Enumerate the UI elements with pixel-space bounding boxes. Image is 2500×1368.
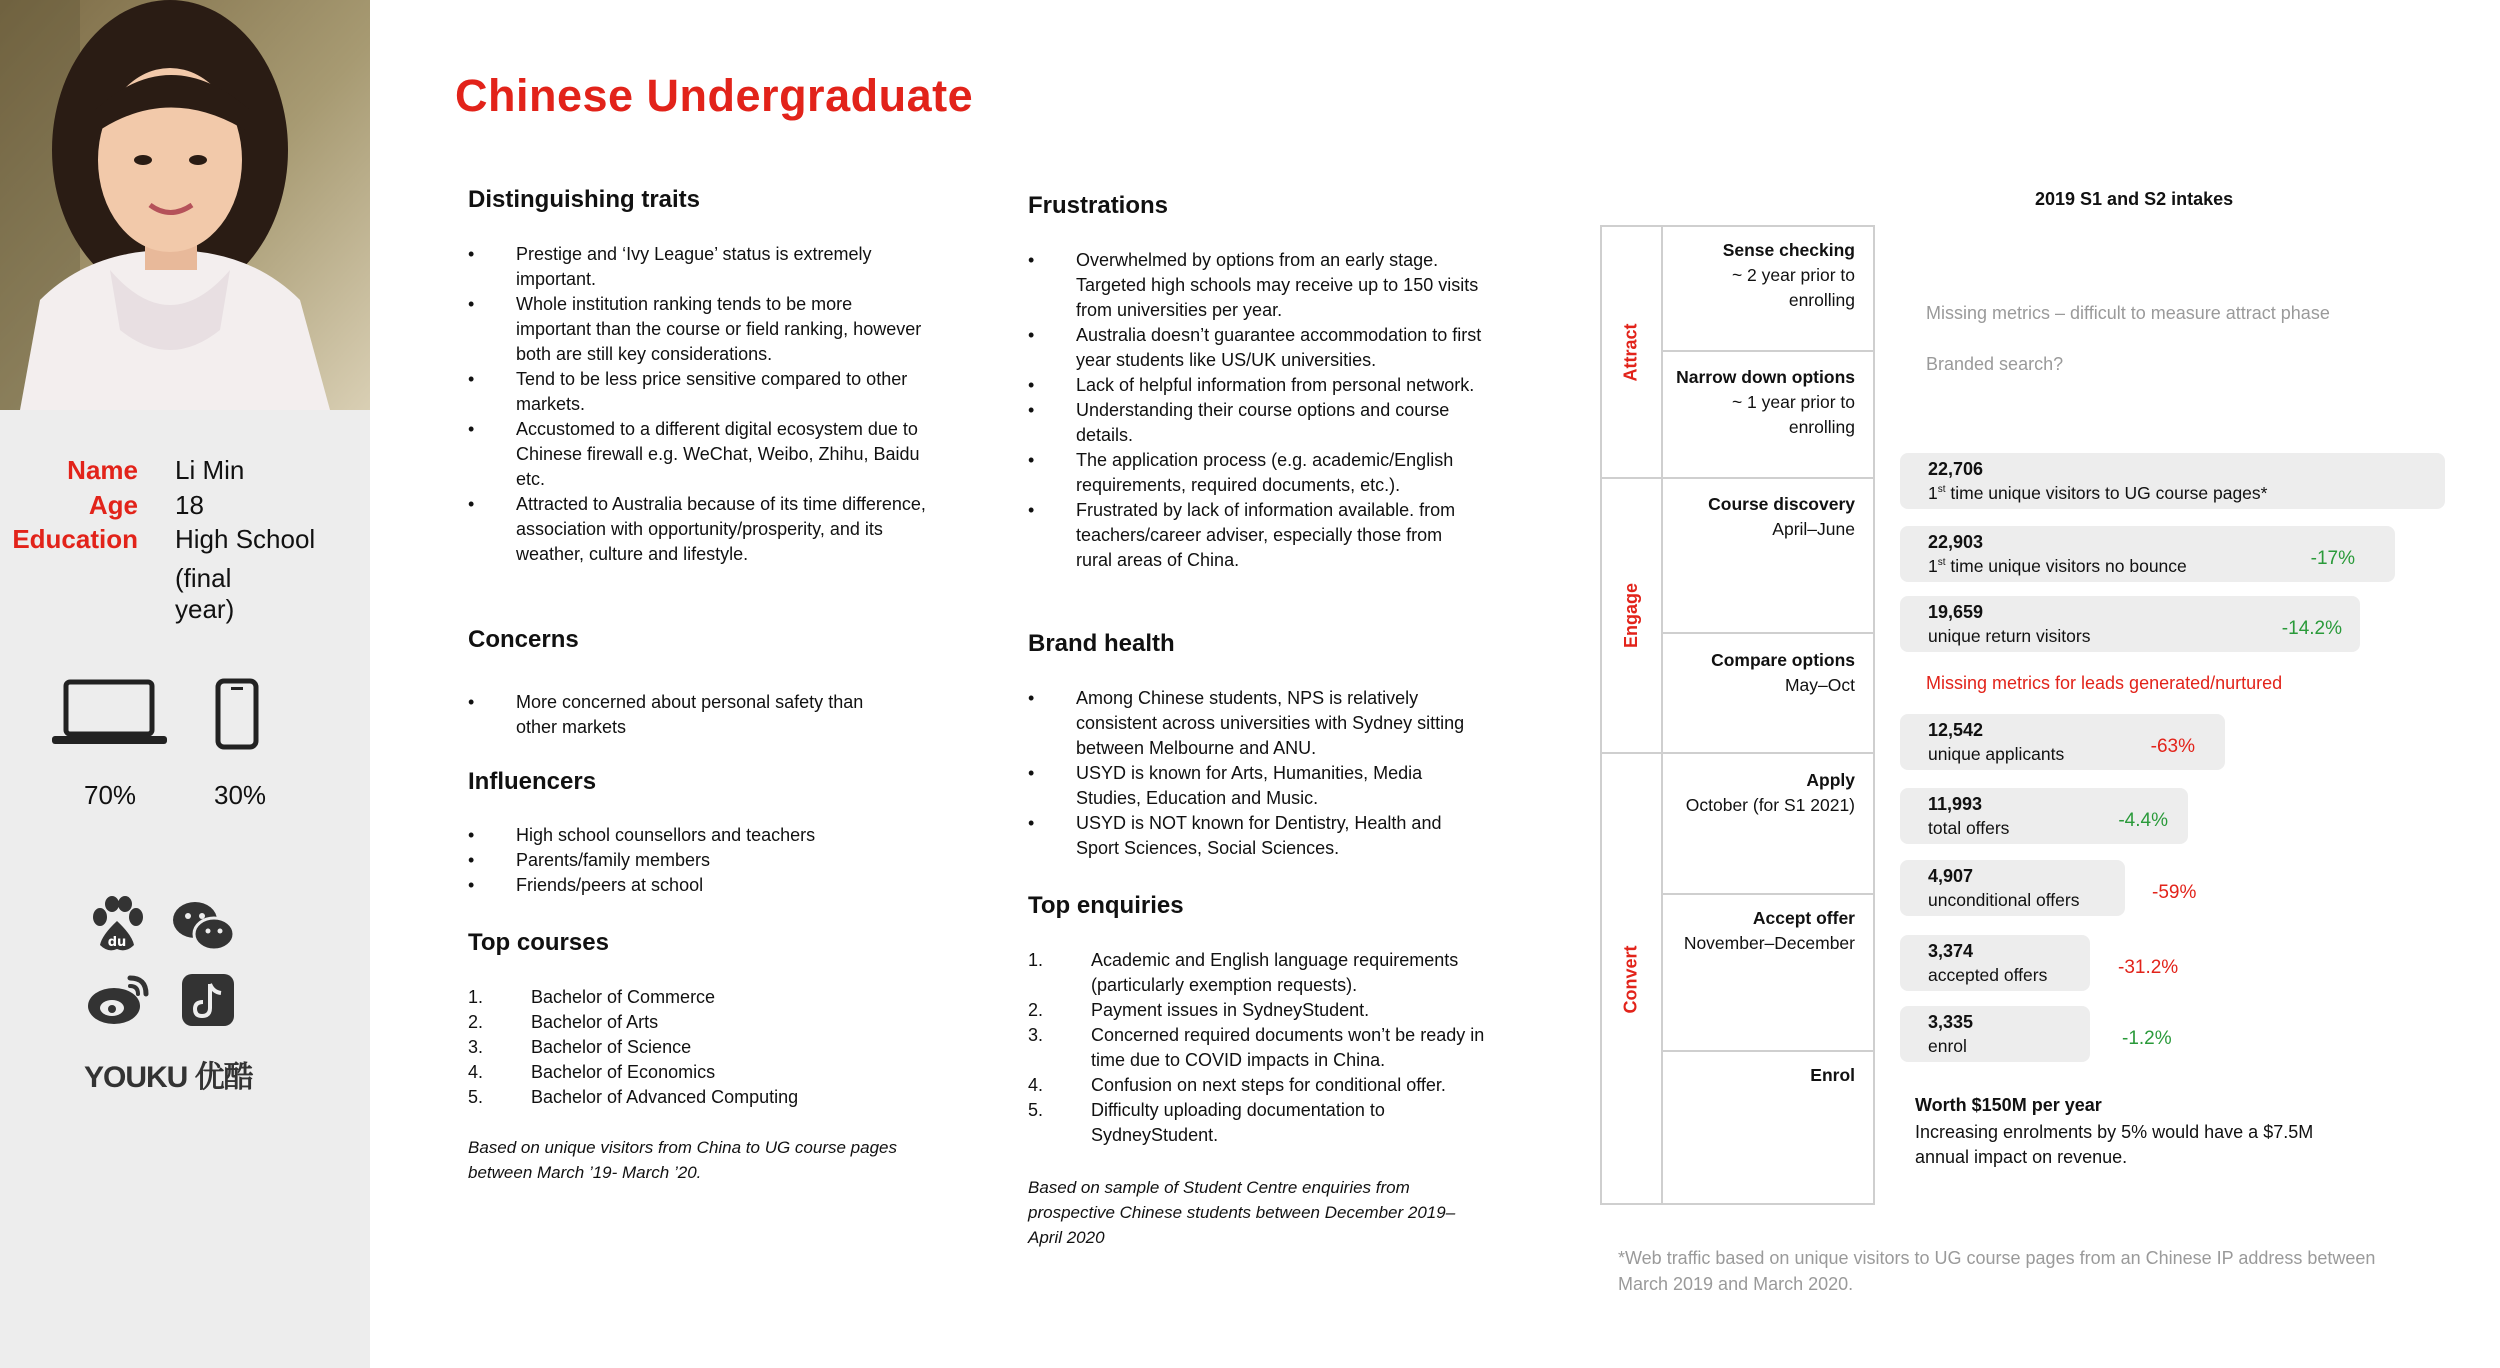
worth-text: Increasing enrolments by 5% would have a $7.5M annual impact on revenue. [1915, 1122, 2314, 1167]
top-enquiries-heading: Top enquiries [1028, 892, 1184, 919]
svg-text:du: du [107, 935, 127, 950]
list-item: 2. Payment issues in SydneyStudent. [1028, 1000, 1370, 1020]
funnel-step: Apply October (for S1 2021) [1685, 770, 1855, 815]
step-separator [1662, 1050, 1875, 1052]
list-item: 4. Confusion on next steps for conditional offer. [1028, 1075, 1446, 1095]
list-item: • Understanding their course options and course details. [1028, 398, 1483, 448]
missing-attract-note: Missing metrics – difficult to measure attract phase [1926, 303, 2330, 323]
branded-search-note: Branded search? [1926, 354, 2064, 374]
funnel-step: Compare options May–Oct [1711, 650, 1855, 695]
profile-education-row [0, 524, 370, 554]
phase-attract: Attract [1620, 322, 1641, 382]
baidu-logo-icon [88, 895, 146, 958]
traits-list [468, 242, 928, 567]
education-value: High School [175, 524, 316, 554]
top-enquiries-note: Based on sample of Student Centre enquiries from prospective Chinese students between December 2019–April 2020 [1028, 1178, 1456, 1247]
list-item: • Attracted to Australia because of its time difference, association with opportunity/prosperity, and its weather, culture and lifestyle. [468, 492, 928, 567]
name-label: Name [67, 455, 138, 485]
funnel-step: Course discovery April–June [1708, 494, 1855, 539]
list-item: 1. Academic and English language requirements (particularly exemption requests). [1028, 950, 1459, 995]
list-item: • Tend to be less price sensitive compared to other markets. [468, 367, 928, 417]
metric-card: 22,706 1st time unique visitors to UG course pages* [1900, 453, 2445, 509]
phase-convert: Convert [1620, 944, 1641, 1014]
list-item: • Frustrated by lack of information available. from teachers/career adviser, especially those from rural areas of China. [1028, 498, 1483, 573]
top-courses-note: Based on unique visitors from China to UG course pages between March ’19- March ’20. [468, 1138, 898, 1182]
list-item: • High school counsellors and teachers [468, 823, 908, 848]
list-item: • Australia doesn’t guarantee accommodation to first year students like US/UK universities. [1028, 323, 1483, 373]
funnel-step: Accept offer November–December [1683, 908, 1855, 953]
metric-card: 3,335 enrol -1.2% [1900, 1006, 2090, 1062]
funnel-step: Sense checking ~ 2 year prior to enrolling [1722, 240, 1855, 310]
age-label: Age [88, 490, 138, 520]
education-label: Education [12, 524, 138, 554]
laptop-icon [52, 678, 167, 753]
influencers-list [468, 823, 908, 898]
weibo-logo-icon [86, 972, 150, 1033]
top-enquiries-list [1028, 948, 1488, 1148]
laptop-share: 70% [84, 780, 137, 810]
list-item: • Friends/peers at school [468, 873, 908, 898]
page-title: Chinese Undergraduate [455, 70, 974, 121]
brand-health-list [1028, 686, 1483, 861]
list-item: • Among Chinese students, NPS is relatively consistent across universities with Sydney sitting between Melbourne and ANU. [1028, 686, 1483, 761]
tiktok-logo-icon [180, 972, 236, 1033]
list-item: • More concerned about personal safety than other markets [468, 690, 898, 740]
concerns-heading: Concerns [468, 626, 579, 653]
funnel-step: Narrow down options ~ 1 year prior to enrolling [1676, 367, 1855, 437]
list-item: 5. Difficulty uploading documentation to SydneyStudent. [1028, 1100, 1385, 1145]
metric-card: 19,659 unique return visitors -14.2% [1900, 596, 2360, 652]
missing-leads-note: Missing metrics for leads generated/nurtured [1926, 673, 2283, 693]
influencers-heading: Influencers [468, 768, 597, 795]
metric-card: 3,374 accepted offers -31.2% [1900, 935, 2090, 991]
concerns-list [468, 690, 898, 740]
frustrations-list [1028, 248, 1483, 573]
list-item: 4. Bachelor of Economics [468, 1062, 716, 1082]
worth-title: Worth $150M per year [1915, 1095, 2102, 1115]
list-item: • Prestige and ‘Ivy League’ status is extremely important. [468, 242, 928, 292]
top-courses-list [468, 985, 908, 1110]
list-item: 5. Bachelor of Advanced Computing [468, 1087, 799, 1107]
age-value: 18 [175, 490, 204, 520]
metrics-heading: 2019 S1 and S2 intakes [2035, 189, 2234, 209]
metric-card: 22,903 1st time unique visitors no bounce -17% [1900, 526, 2395, 582]
list-item: • Accustomed to a different digital ecosystem due to Chinese firewall e.g. WeChat, Weibo, Zhihu, Baidu etc. [468, 417, 928, 492]
traits-heading: Distinguishing traits [468, 186, 701, 213]
wechat-logo-icon [170, 898, 236, 959]
brand-health-heading: Brand health [1028, 630, 1175, 657]
profile-age-row [0, 490, 370, 520]
step-separator [1662, 350, 1875, 352]
list-item: • Whole institution ranking tends to be more important than the course or field ranking, however both are still key considerations. [468, 292, 928, 367]
funnel-step: Enrol [1810, 1065, 1855, 1085]
list-item: • USYD is NOT known for Dentistry, Health and Sport Sciences, Social Sciences. [1028, 811, 1483, 861]
list-item: • The application process (e.g. academic/English requirements, required documents, etc.). [1028, 448, 1483, 498]
list-item: 3. Concerned required documents won’t be ready in time due to COVID impacts in China. [1028, 1025, 1485, 1070]
list-item: • Lack of helpful information from personal network. [1028, 373, 1483, 398]
funnel-divider [1661, 225, 1663, 1205]
list-item: • USYD is known for Arts, Humanities, Media Studies, Education and Music. [1028, 761, 1483, 811]
metric-card: 12,542 unique applicants -63% [1900, 714, 2225, 770]
list-item: 2. Bachelor of Arts [468, 1012, 659, 1032]
step-separator [1662, 893, 1875, 895]
mobile-phone-icon [215, 678, 259, 755]
metric-card: 11,993 total offers -4.4% [1900, 788, 2188, 844]
list-item: • Parents/family members [468, 848, 908, 873]
list-item: • Overwhelmed by options from an early stage. Targeted high schools may receive up to 150 visits from universities per year. [1028, 248, 1483, 323]
phase-engage: Engage [1620, 582, 1641, 649]
frustrations-heading: Frustrations [1028, 192, 1169, 219]
step-separator [1662, 632, 1875, 634]
metric-card: 4,907 unconditional offers -59% [1900, 860, 2125, 916]
profile-name-row [0, 455, 370, 485]
name-value: Li Min [175, 455, 245, 485]
mobile-share: 30% [214, 780, 267, 810]
list-item: 3. Bachelor of Science [468, 1037, 692, 1057]
top-courses-heading: Top courses [468, 929, 609, 956]
list-item: 1. Bachelor of Commerce [468, 987, 716, 1007]
youku-logo: YOUKU 优酷 [84, 1061, 253, 1094]
persona-photo [0, 0, 370, 410]
web-traffic-footnote: *Web traffic based on unique visitors to UG course pages from an Chinese IP address between March 2019 and March 2020. [1618, 1248, 2376, 1294]
